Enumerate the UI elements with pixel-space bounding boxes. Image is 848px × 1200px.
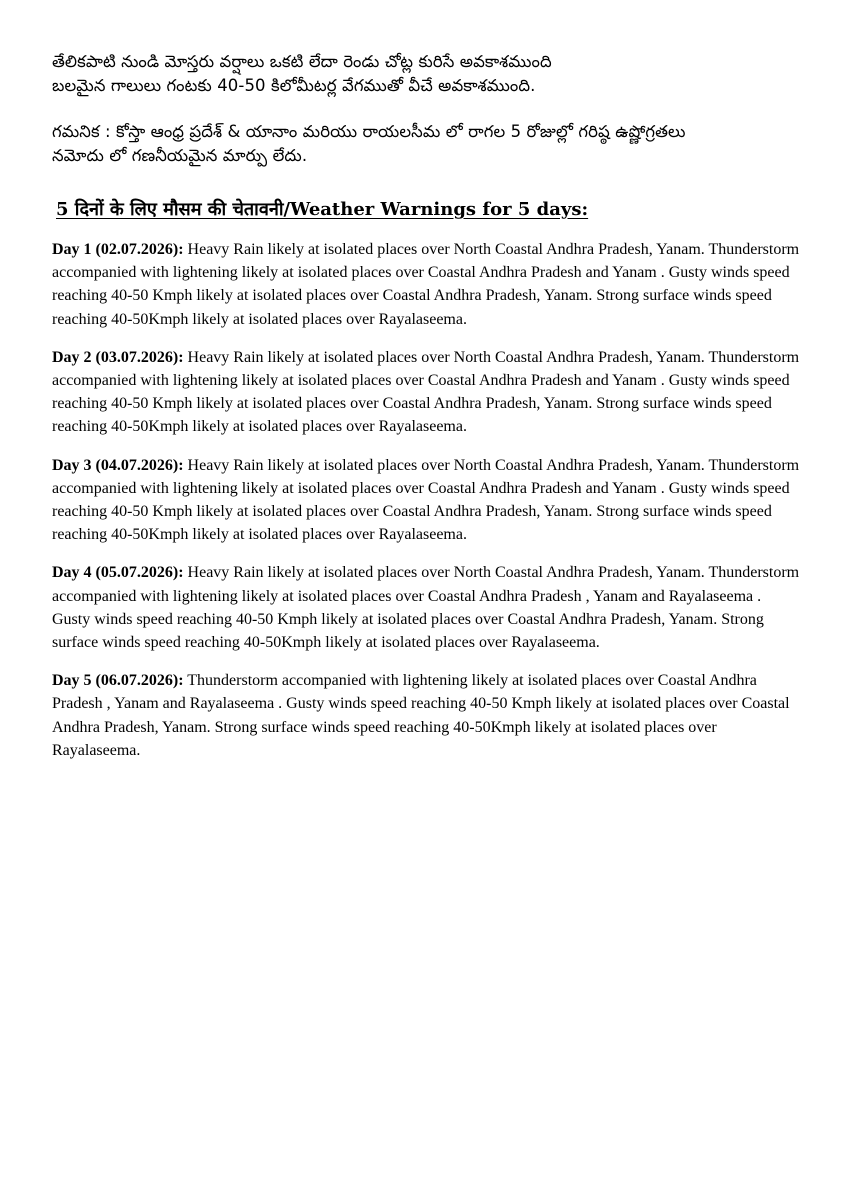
day-warning-text: Heavy Rain likely at isolated places over North Coastal Andhra Pradesh, Yanam. Thunderstorm accompanied with lightening likely at isolated places over Coastal Andhra Pradesh and Yanam . Gusty winds speed reaching 40-50 Kmph likely at isolated places over Coastal Andhra Pradesh, Yanam. Strong surface winds speed reaching 40-50Kmph likely at isolated places over Rayalaseema. <box>52 241 800 328</box>
day-warning <box>52 454 800 547</box>
day-label: Day 4 (05.07.2026): <box>52 564 184 582</box>
day-label: Day 3 (04.07.2026): <box>52 456 184 474</box>
day-warning-text: Heavy Rain likely at isolated places over North Coastal Andhra Pradesh, Yanam. Thunderstorm accompanied with lightening likely at isolated places over Coastal Andhra Pradesh , Yanam and Rayalaseema . Gusty winds speed reaching 40-50 Kmph likely at isolated places over Coastal Andhra Pradesh, Yanam. Strong surface winds speed reaching 40-50Kmph likely at isolated places over Rayalaseema. <box>52 564 800 652</box>
day-warning-text: Heavy Rain likely at isolated places over North Coastal Andhra Pradesh, Yanam. Thunderstorm accompanied with lightening likely at isolated places over Coastal Andhra Pradesh and Yanam . Gusty winds speed reaching 40-50 Kmph likely at isolated places over Coastal Andhra Pradesh, Yanam. Strong surface winds speed reaching 40-50Kmph likely at isolated places over Rayalaseema. <box>52 348 800 436</box>
day-warning <box>52 346 800 439</box>
day-label: Day 2 (03.07.2026): <box>52 348 184 366</box>
telugu-note-line: గమనిక : కోస్తా ఆంధ్ర ప్రదేశ్ & యానాం మరియు రాయలసీమ లో రాగల 5 రోజుల్లో గరిష్ఠ ఉష్ణోగ్రతలు <box>52 122 686 141</box>
day-warning <box>52 669 800 762</box>
day-warning <box>52 561 800 654</box>
day-warning-text: Heavy Rain likely at isolated places over North Coastal Andhra Pradesh, Yanam. Thunderstorm accompanied with lightening likely at isolated places over Coastal Andhra Pradesh and Yanam . Gusty winds speed reaching 40-50 Kmph likely at isolated places over Coastal Andhra Pradesh, Yanam. Strong surface winds speed reaching 40-50Kmph likely at isolated places over Rayalaseema. <box>52 456 800 544</box>
warnings-heading: 5 दिनों के लिए मौसम की चेतावनी/Weather Warnings for 5 days: <box>56 199 589 220</box>
telugu-forecast-line: బలమైన గాలులు గంటకు 40-50 కిలోమీటర్ల వేగముతో వీచే అవకాశముంది. <box>52 76 536 95</box>
day-warning <box>52 238 800 331</box>
telugu-note-paragraph <box>52 120 822 168</box>
daily-warnings-list <box>52 238 800 777</box>
telugu-note-line: నమోదు లో గణనీయమైన మార్పు లేదు. <box>52 146 308 165</box>
day-warning-text: Thunderstorm accompanied with lightening likely at isolated places over Coastal Andhra Pradesh , Yanam and Rayalaseema . Gusty winds speed reaching 40-50 Kmph likely at isolated places over Coastal Andhra Pradesh, Yanam. Strong surface winds speed reaching 40-50Kmph likely at isolated places over Rayalaseema. <box>52 672 790 759</box>
day-label: Day 5 (06.07.2026): <box>52 672 184 690</box>
telugu-forecast-line: తేలికపాటి నుండి మోస్తరు వర్షాలు ఒకటి లేదా రెండు చోట్ల కురిసే అవకాశముంది <box>52 52 552 71</box>
telugu-forecast-paragraph <box>52 50 822 98</box>
day-label: Day 1 (02.07.2026): <box>52 241 184 258</box>
